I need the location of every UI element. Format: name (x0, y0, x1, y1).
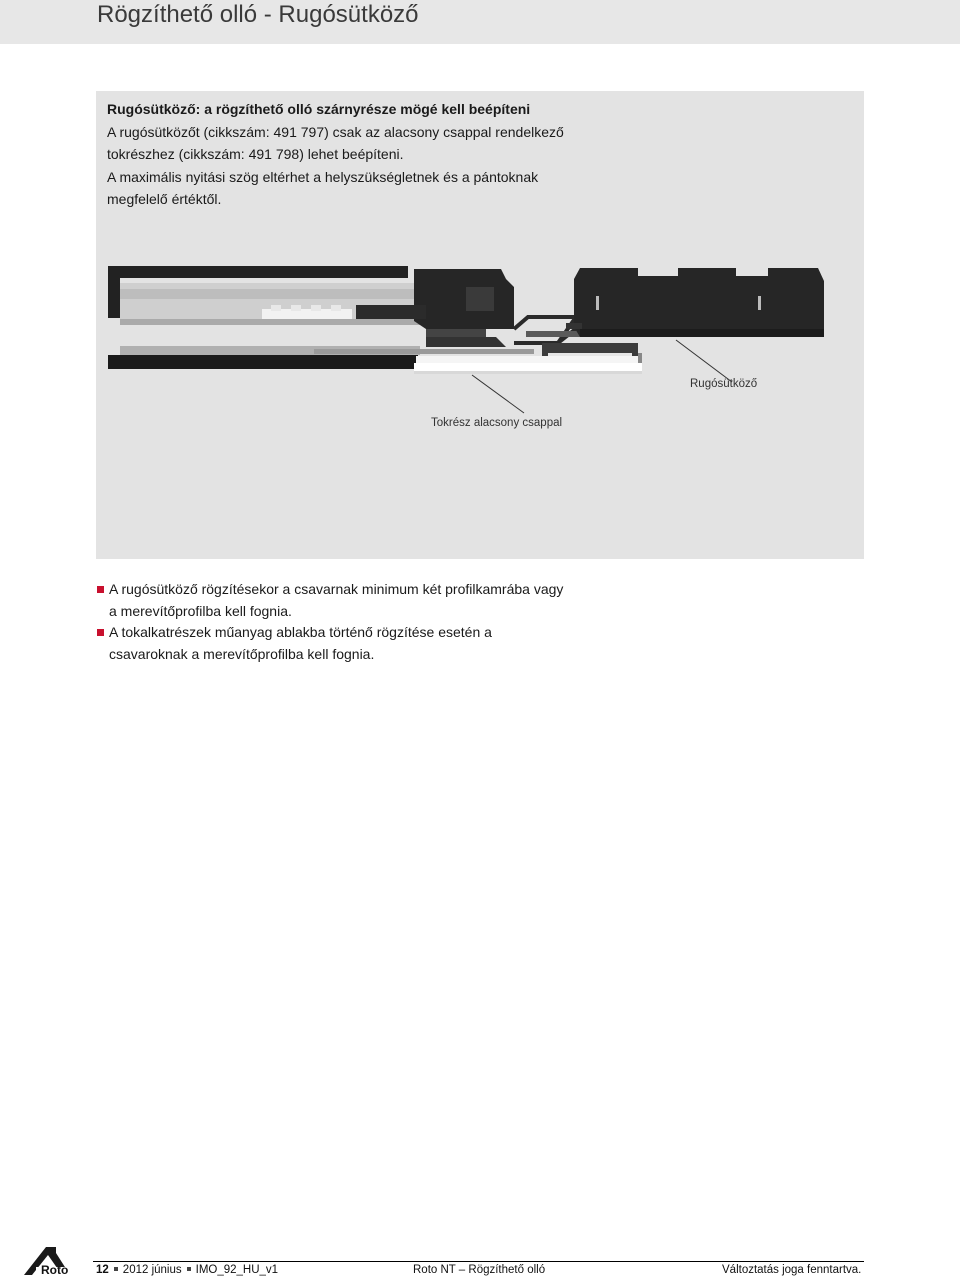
logo-text: Roto (41, 1263, 69, 1277)
bullet-text: csavaroknak a merevítőprofilba kell fognia. (109, 645, 375, 662)
footer-rule (93, 1261, 864, 1262)
footer-doc-id: IMO_92_HU_v1 (195, 1264, 279, 1276)
separator-dot-icon (114, 1267, 118, 1271)
callout-frame-part: Tokrész alacsony csappal (431, 417, 563, 429)
footer-product: Roto NT – Rögzíthető olló (413, 1264, 546, 1276)
intro-line: megfelelő értéktől. (107, 191, 222, 207)
footer (0, 1240, 960, 1276)
footer-rights: Változtatás joga fenntartva. (722, 1264, 862, 1276)
page-number: 12 (96, 1264, 109, 1276)
frame-profile (414, 363, 642, 374)
bullet-square-icon (97, 586, 104, 593)
separator-dot-icon (187, 1267, 191, 1271)
bullet-list (97, 579, 637, 665)
intro-heading: Rugósütköző: a rögzíthető olló szárnyrésze mögé kell beépíteni (107, 101, 531, 117)
linkage (514, 317, 578, 343)
bullet-square-icon (97, 629, 104, 636)
list-item (97, 622, 637, 665)
technical-drawing (96, 91, 864, 559)
spring-stop (566, 268, 824, 337)
bullet-text: A tokalkatrészek műanyag ablakba történő rögzítése esetén a (109, 624, 492, 640)
intro-line: A maximális nyitási szög eltérhet a helyszükségletnek és a pántoknak (107, 168, 539, 185)
page-title: Rögzíthető olló - Rugósütköző (97, 1, 419, 28)
callout-spring-stop: Rugósütköző (690, 378, 758, 390)
spring-stop-sash-part (356, 269, 514, 347)
footer-meta (96, 1263, 278, 1277)
list-item (97, 579, 637, 622)
bullet-text: A rugósütköző rögzítésekor a csavarnak minimum két profilkamrába vagy (109, 581, 564, 597)
bullet-text: a merevítőprofilba kell fognia. (109, 602, 292, 619)
intro-line: A rugósütközőt (cikkszám: 491 797) csak az alacsony csappal rendelkező (107, 123, 564, 140)
intro-line: tokrészhez (cikkszám: 491 798) lehet beépíteni. (107, 146, 404, 162)
figure-panel (96, 91, 864, 559)
footer-date: 2012 június (122, 1264, 182, 1276)
